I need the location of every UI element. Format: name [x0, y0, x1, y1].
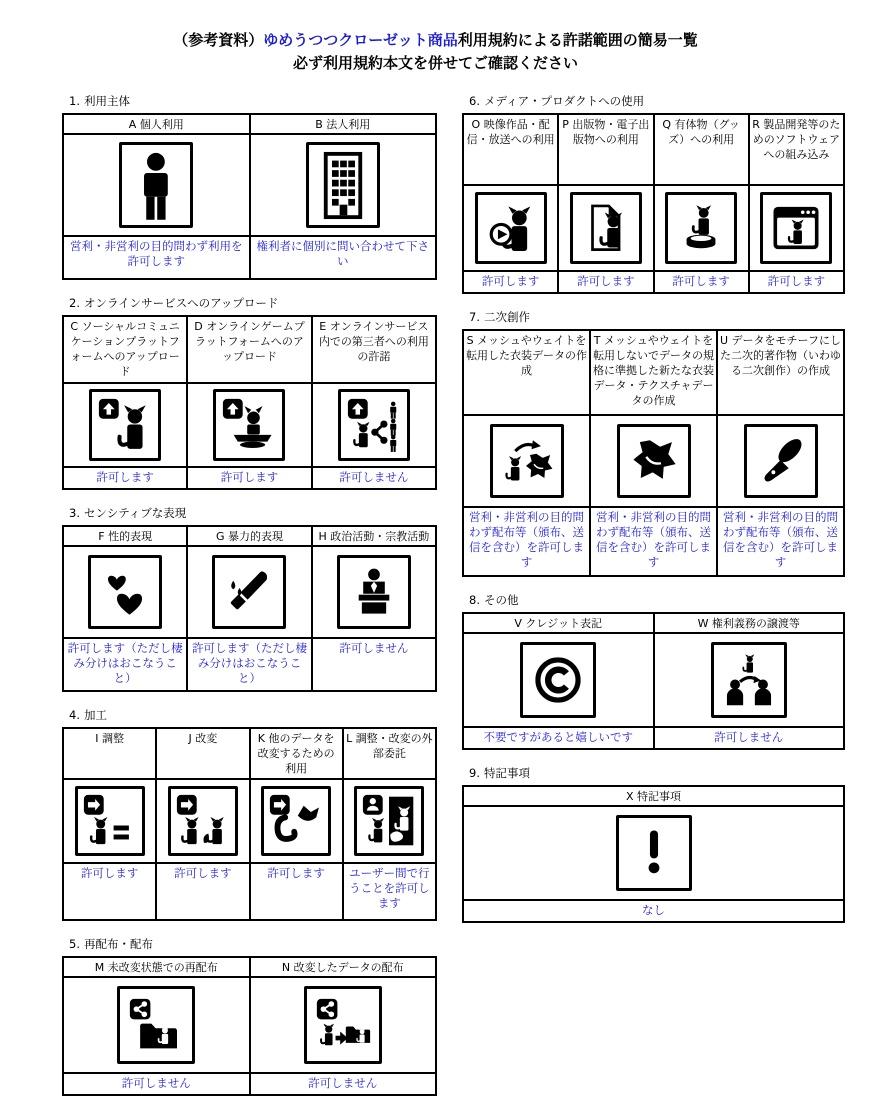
cell-icon	[250, 134, 437, 236]
cell-header: M 未改変状態での再配布	[63, 957, 250, 977]
title-prefix: （参考資料）	[173, 31, 264, 49]
cell-icon	[63, 779, 156, 863]
modify-two-cats-icon	[168, 786, 238, 856]
cell-permission: なし	[463, 900, 844, 922]
document-cat-icon	[570, 192, 642, 264]
cell-header: U データをモチーフにした二次的著作物（いわゆる二次創作）の作成	[717, 330, 844, 415]
figurine-cat-icon	[665, 192, 737, 264]
cell-permission: 許可します	[558, 271, 653, 293]
software-window-cat-icon	[760, 192, 832, 264]
section-number: 6.	[469, 94, 480, 108]
page-title	[0, 0, 871, 75]
section-title: メディア・プロダクトへの使用	[484, 94, 645, 108]
section-heading	[69, 295, 437, 311]
cell-icon	[63, 134, 250, 236]
section-heading	[469, 309, 845, 325]
cell-header: K 他のデータを改変するための利用	[250, 728, 343, 779]
section-heading	[469, 765, 845, 781]
cell-icon	[463, 806, 844, 900]
cat-convert-cloth-icon	[490, 424, 564, 498]
cell-permission: 許可します	[156, 863, 249, 920]
exclamation-icon	[616, 815, 692, 891]
title-line-1	[0, 29, 871, 52]
cell-icon	[717, 415, 844, 507]
cell-header: H 政治活動・宗教活動	[312, 526, 436, 546]
section-number: 2.	[69, 296, 80, 310]
cell-icon	[558, 185, 653, 271]
section-others	[462, 592, 845, 750]
cell-header: J 改変	[156, 728, 249, 779]
cell-header: L 調整・改変の外部委託	[343, 728, 436, 779]
permission-table	[62, 956, 437, 1096]
cell-header: G 暴力的表現	[187, 526, 311, 546]
knife-icon	[212, 555, 286, 629]
permission-table	[62, 315, 437, 490]
cell-permission: 許可します（ただし棲み分けはおこなうこと）	[63, 638, 187, 691]
share-folder-cat-icon	[117, 986, 195, 1064]
section-title: 再配布・配布	[84, 937, 153, 951]
cell-permission: 許可します	[749, 271, 844, 293]
cell-permission: 許可します	[63, 863, 156, 920]
person-icon	[119, 142, 193, 228]
permission-table	[62, 525, 437, 692]
cell-icon	[156, 779, 249, 863]
outsource-icon	[354, 786, 424, 856]
section-derivative-works	[462, 309, 845, 577]
section-title: センシティブな表現	[84, 506, 187, 520]
cell-icon	[250, 977, 437, 1073]
section-heading	[69, 707, 437, 723]
cell-icon	[654, 185, 749, 271]
cell-permission: 許可します	[463, 271, 558, 293]
cell-permission: 許可します	[187, 467, 311, 489]
title-brand: ゆめうつつクローゼット商品	[263, 31, 458, 49]
cell-icon	[63, 977, 250, 1073]
cell-icon	[343, 779, 436, 863]
section-special-notes	[462, 765, 845, 923]
video-cat-icon	[475, 192, 547, 264]
cell-permission: 不要ですがあると嬉しいです	[463, 727, 654, 749]
section-title: 二次創作	[484, 310, 530, 324]
cat-parts-icon	[261, 786, 331, 856]
cell-header: Q 有体物（グッズ）への利用	[654, 114, 749, 185]
hearts-icon	[88, 555, 162, 629]
cell-icon	[312, 546, 436, 638]
section-heading	[69, 93, 437, 109]
cell-icon	[63, 383, 187, 467]
section-number: 1.	[69, 94, 80, 108]
section-heading	[469, 592, 845, 608]
section-heading	[469, 93, 845, 109]
cell-permission: 許可しません	[63, 1073, 250, 1095]
cell-icon	[463, 633, 654, 727]
cell-header: R 製品開発等のためのソフトウェアへの組み込み	[749, 114, 844, 185]
cell-permission: 営利・非営利の目的問わず配布等（頒布、送信を含む）を許可します	[463, 507, 590, 576]
cell-permission: 営利・非営利の目的問わず配布等（頒布、送信を含む）を許可します	[590, 507, 717, 576]
section-title: その他	[484, 593, 519, 607]
cell-header: T メッシュやウェイトを転用しないでデータの規格に準拠した新たな衣装データ・テクスチャデータの作成	[590, 330, 717, 415]
permission-table	[462, 785, 845, 923]
section-title: 利用主体	[84, 94, 130, 108]
section-online-upload	[62, 295, 437, 490]
cloth-icon	[617, 424, 691, 498]
upload-game-cat-icon	[213, 389, 285, 461]
cell-icon	[749, 185, 844, 271]
cell-permission: 許可しません	[250, 1073, 437, 1095]
cell-permission: 許可しません	[312, 467, 436, 489]
right-column	[462, 93, 845, 1111]
title-line-2: 必ず利用規約本文を併せてご確認ください	[292, 54, 578, 72]
cell-permission: 権利者に個別に問い合わせて下さい	[250, 236, 437, 279]
permission-table	[462, 113, 845, 294]
cell-icon	[463, 185, 558, 271]
cell-permission: ユーザー間で行うことを許可します	[343, 863, 436, 920]
permission-table	[462, 612, 845, 750]
section-processing	[62, 707, 437, 921]
cell-permission: 許可します	[654, 271, 749, 293]
cell-header: X 特記事項	[463, 786, 844, 806]
cell-header: C ソーシャルコミュニケーションプラットフォームへのアップロード	[63, 316, 187, 383]
cell-header: F 性的表現	[63, 526, 187, 546]
section-number: 3.	[69, 506, 80, 520]
title-suffix: 利用規約による許諾範囲の簡易一覧	[457, 31, 698, 49]
cell-header: W 権利義務の譲渡等	[654, 613, 845, 633]
section-redistribution	[62, 936, 437, 1096]
cell-permission: 許可します（ただし棲み分けはおこなうこと）	[187, 638, 311, 691]
cell-header: V クレジット表記	[463, 613, 654, 633]
content-columns	[0, 93, 871, 1111]
cell-header: P 出版物・電子出版物への利用	[558, 114, 653, 185]
cell-icon	[63, 546, 187, 638]
permission-table	[62, 113, 437, 280]
upload-share-third-party-icon	[338, 389, 410, 461]
section-number: 7.	[469, 310, 480, 324]
cell-header: S メッシュやウェイトを転用した衣装データの作成	[463, 330, 590, 415]
section-title: オンラインサービスへのアップロード	[84, 296, 279, 310]
cell-icon	[187, 383, 311, 467]
section-number: 4.	[69, 708, 80, 722]
cell-icon	[250, 779, 343, 863]
upload-cat-icon	[89, 389, 161, 461]
section-heading	[69, 505, 437, 521]
building-icon	[306, 142, 380, 228]
cell-permission: 許可しません	[654, 727, 845, 749]
left-column	[62, 93, 437, 1111]
section-number: 9.	[469, 766, 480, 780]
cell-permission: 営利・非営利の目的問わず配布等（頒布、送信を含む）を許可します	[717, 507, 844, 576]
cell-icon	[187, 546, 311, 638]
section-number: 8.	[469, 593, 480, 607]
cell-header: E オンラインサービス内での第三者への利用の許諾	[312, 316, 436, 383]
section-number: 5.	[69, 937, 80, 951]
section-usage-subject	[62, 93, 437, 280]
cell-header: O 映像作品・配信・放送への利用	[463, 114, 558, 185]
fountain-pen-icon	[744, 424, 818, 498]
copyright-icon	[520, 642, 596, 718]
cell-permission: 営利・非営利の目的問わず利用を許可します	[63, 236, 250, 279]
permission-table	[462, 329, 845, 577]
section-title: 特記事項	[484, 766, 530, 780]
cell-header: I 調整	[63, 728, 156, 779]
permission-table	[62, 727, 437, 921]
cell-icon	[463, 415, 590, 507]
transfer-people-cat-icon	[711, 642, 787, 718]
cell-icon	[590, 415, 717, 507]
section-title: 加工	[84, 708, 107, 722]
section-media-product	[462, 93, 845, 294]
cell-header: D オンラインゲームプラットフォームへのアップロード	[187, 316, 311, 383]
cell-header: N 改変したデータの配布	[250, 957, 437, 977]
cell-permission: 許可しません	[312, 638, 436, 691]
section-sensitive-expression	[62, 505, 437, 692]
cell-header: B 法人利用	[250, 114, 437, 134]
section-heading	[69, 936, 437, 952]
podium-speaker-icon	[337, 555, 411, 629]
cell-icon	[312, 383, 436, 467]
cell-header: A 個人利用	[63, 114, 250, 134]
adjust-cat-equals-icon	[75, 786, 145, 856]
cell-permission: 許可します	[250, 863, 343, 920]
cell-icon	[654, 633, 845, 727]
cell-permission: 許可します	[63, 467, 187, 489]
share-modified-data-icon	[304, 986, 382, 1064]
